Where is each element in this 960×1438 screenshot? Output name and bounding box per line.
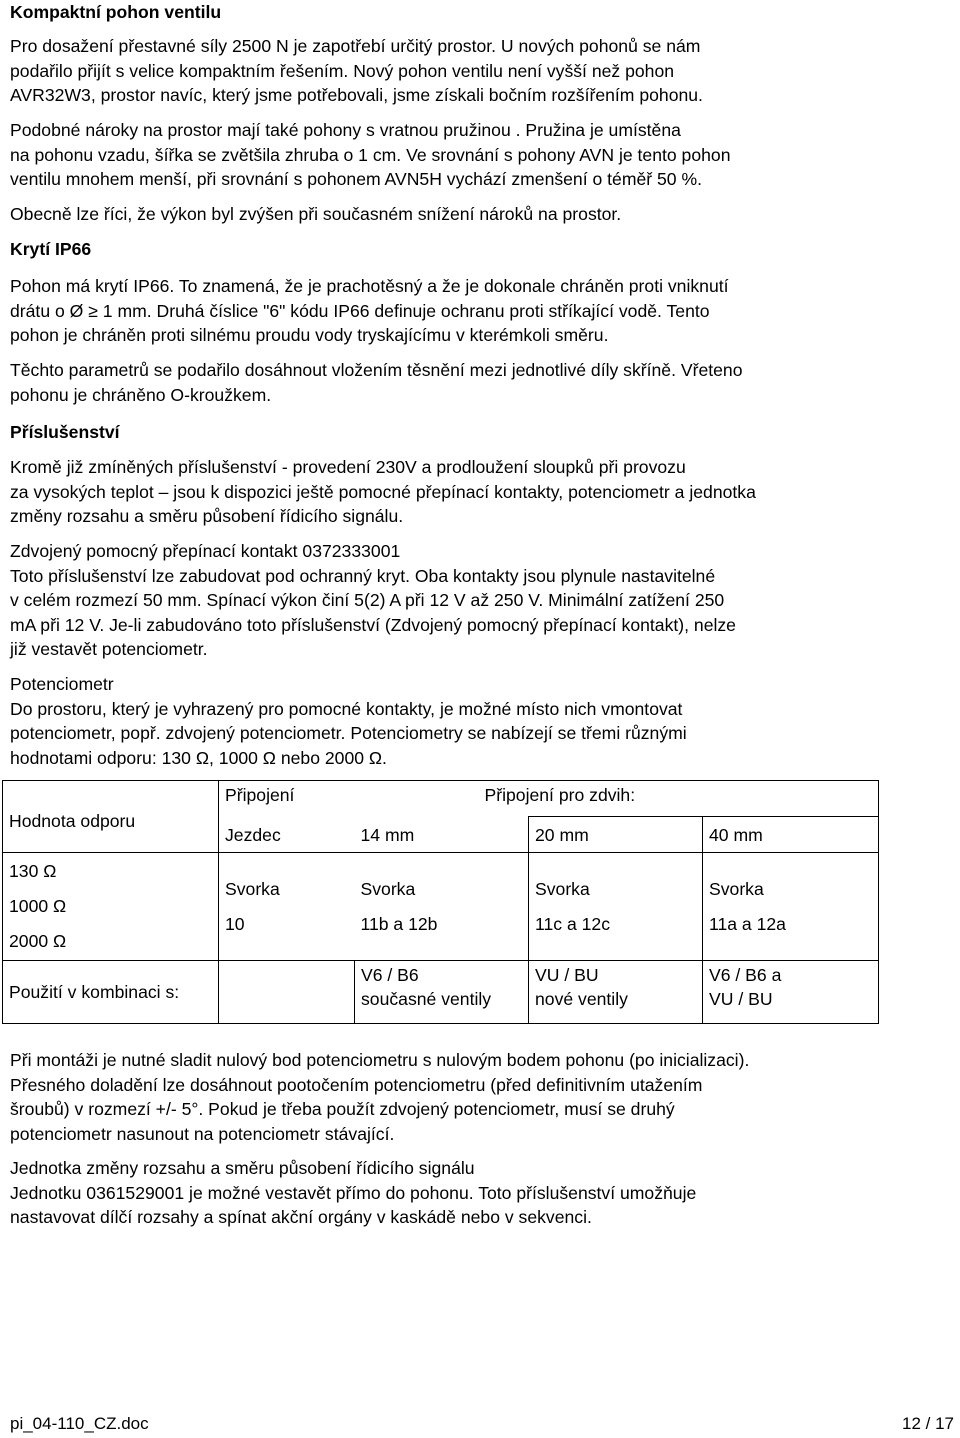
text-line: Přesného doladění lze dosáhnout pootočením potenciometru (před definitivním utažením bbox=[10, 1074, 703, 1095]
jezdec-label: Jezdec bbox=[225, 824, 281, 845]
text-line: pohon je chráněn proti silnému proudu vody tryskajícímu v kterémkoli směru. bbox=[10, 325, 609, 345]
paragraph-double-contact bbox=[10, 539, 736, 662]
pripojeni-label: Připojení bbox=[225, 785, 295, 805]
range-unit-title: Jednotka změny rozsahu a směru působení řídicího signálu bbox=[10, 1158, 475, 1178]
text-line: pohonu je chráněno O-kroužkem. bbox=[10, 384, 272, 405]
text-line: nastavovat dílčí rozsahy a spínat akční orgány v kaskádě nebo v sekvenci. bbox=[10, 1207, 592, 1227]
svorka-label: Svorka bbox=[535, 879, 590, 899]
valve-v6b6: V6 / B6 bbox=[361, 965, 419, 985]
paragraph-range-unit bbox=[10, 1156, 950, 1230]
footer-filename: pi_04-110_CZ.doc bbox=[10, 1414, 149, 1433]
terminal-11b: 11b a 12b bbox=[360, 914, 438, 934]
text-line: Toto příslušenství lze zabudovat pod ochranný kryt. Oba kontakty jsou plynule nastavitelné bbox=[10, 565, 716, 586]
text-line: v celém rozmezí 50 mm. Spínací výkon činí 5(2) A při 12 V až 250 V. Minimální zatížení 250 bbox=[10, 590, 725, 610]
text-line: podařilo přijít s velice kompaktním řešením. Nový pohon ventilu není vyšší než pohon bbox=[10, 60, 675, 81]
cell-resistances bbox=[3, 853, 219, 961]
cell-terminal-11a bbox=[703, 853, 879, 961]
text-line: ventilu mnohem menší, při srovnání s pohonem AVN5H vychází zmenšení o téměř 50 %. bbox=[10, 169, 703, 189]
pripojeni-zdvih-label: Připojení pro zdvih: bbox=[484, 785, 636, 805]
paragraph-compact-3: Obecně lze říci, že výkon byl zvýšen při současném snížení nároků na prostor. bbox=[10, 204, 622, 224]
text-line: Kromě již zmíněných příslušenství - provedení 230V a prodloužení sloupků při provozu bbox=[10, 457, 686, 477]
heading-ip66: Krytí IP66 bbox=[10, 239, 92, 259]
text-line: za vysokých teplot – jsou k dispozici ještě pomocné přepínací kontakty, potenciometr a jednotka bbox=[10, 481, 756, 502]
double-contact-title: Zdvojený pomocný přepínací kontakt 0372333001 bbox=[10, 541, 401, 561]
text-line: Podobné nároky na prostor mají také pohony s vratnou pružinou . Pružina je umístěna bbox=[10, 120, 681, 140]
stroke-40mm: 40 mm bbox=[709, 825, 763, 845]
terminal-11a: 11a a 12a bbox=[709, 914, 786, 934]
paragraph-accessories-1 bbox=[10, 455, 756, 529]
valve-current: současné ventily bbox=[361, 989, 492, 1009]
valve-new: nové ventily bbox=[535, 989, 628, 1009]
cell-40mm bbox=[703, 817, 879, 853]
heading-compact-drive: Kompaktní pohon ventilu bbox=[10, 2, 222, 22]
cell-combination-empty bbox=[219, 961, 355, 1024]
cell-pouziti bbox=[3, 961, 219, 1024]
stroke-14mm: 14 mm bbox=[360, 824, 415, 845]
text-line: hodnotami odporu: 130 Ω, 1000 Ω nebo 2000 Ω. bbox=[10, 747, 387, 768]
cell-terminal-11b bbox=[355, 853, 529, 961]
paragraph-compact-1 bbox=[10, 34, 703, 108]
text-line: mA při 12 V. Je-li zabudováno toto příslušenství (Zdvojený pomocný přepínací kontakt), nelze bbox=[10, 614, 736, 635]
cell-pripojeni bbox=[219, 781, 355, 817]
paragraph-compact-2 bbox=[10, 118, 730, 192]
cell-combination-both bbox=[703, 961, 879, 1024]
text-line: změny rozsahu a směru působení řídicího signálu. bbox=[10, 506, 404, 526]
hodnota-label: Hodnota odporu bbox=[9, 810, 136, 831]
cell-20mm bbox=[529, 817, 703, 853]
text-line: Těchto parametrů se podařilo dosáhnout vložením těsnění mezi jednotlivé díly skříně. Vřeteno bbox=[10, 360, 743, 380]
cell-14mm bbox=[355, 817, 529, 853]
valve-vubu-2: VU / BU bbox=[709, 989, 773, 1009]
text-line: Jednotku 0361529001 je možné vestavět přímo do pohonu. Toto příslušenství umožňuje bbox=[10, 1182, 697, 1203]
text-line: šroubů) v rozmezí +/- 5°. Pokud je třeba použít zdvojený potenciometr, musí se druhý bbox=[10, 1099, 675, 1119]
paragraph-ip66-1 bbox=[10, 274, 729, 348]
paragraph-mounting bbox=[10, 1048, 950, 1146]
cell-combination-new bbox=[529, 961, 703, 1024]
stroke-20mm: 20 mm bbox=[535, 825, 589, 845]
text-line: potenciometr, popř. zdvojený potenciometr. Potenciometry se nabízejí se třemi různými bbox=[10, 723, 687, 743]
text-line: Při montáži je nutné sladit nulový bod potenciometru s nulovým bodem pohonu (po inicializaci). bbox=[10, 1050, 750, 1070]
terminal-10: 10 bbox=[225, 914, 245, 934]
valve-v6b6-and: V6 / B6 a bbox=[709, 965, 782, 985]
cell-terminal-11c bbox=[529, 853, 703, 961]
cell-hodnota-odporu bbox=[3, 781, 219, 853]
text-line: Pro dosažení přestavné síly 2500 N je zapotřebí určitý prostor. U nových pohonů se nám bbox=[10, 36, 701, 56]
cell-combination-current bbox=[355, 961, 529, 1024]
cell-terminal-10 bbox=[219, 853, 355, 961]
text-line: již vestavět potenciometr. bbox=[10, 639, 208, 659]
terminal-11c: 11c a 12c bbox=[535, 914, 610, 934]
svorka-label: Svorka bbox=[709, 879, 764, 899]
heading-accessories: Příslušenství bbox=[10, 422, 120, 442]
svorka-label: Svorka bbox=[225, 879, 280, 899]
paragraph-potentiometer bbox=[10, 672, 687, 770]
text-line: drátu o Ø ≥ 1 mm. Druhá číslice "6" kódu IP66 definuje ochranu proti stříkající vodě. Tento bbox=[10, 300, 710, 321]
text-line: na pohonu vzadu, šířka se zvětšila zhruba o 1 cm. Ve srovnání s pohony AVN je tento pohon bbox=[10, 144, 731, 165]
text-line: AVR32W3, prostor navíc, který jsme potřebovali, jsme získali bočním rozšířením pohonu. bbox=[10, 85, 703, 105]
valve-vubu: VU / BU bbox=[535, 965, 599, 985]
text-line: potenciometr nasunout na potenciometr stávající. bbox=[10, 1123, 395, 1144]
resistance-130: 130 Ω bbox=[9, 861, 57, 881]
text-line: Pohon má krytí IP66. To znamená, že je prachotěsný a že je dokonale chráněn proti vniknutí bbox=[10, 276, 729, 296]
potentiometer-title: Potenciometr bbox=[10, 674, 114, 694]
potentiometer-table bbox=[2, 780, 879, 1024]
svorka-label: Svorka bbox=[360, 879, 416, 899]
cell-pripojeni-zdvih bbox=[355, 781, 879, 817]
pouziti-label: Použití v kombinaci s: bbox=[9, 982, 180, 1002]
footer-page-number: 12 / 17 bbox=[902, 1414, 954, 1433]
resistance-1000: 1000 Ω bbox=[9, 896, 67, 916]
paragraph-ip66-2 bbox=[10, 358, 743, 407]
text-line: Do prostoru, který je vyhrazený pro pomocné kontakty, je možné místo nich vmontovat bbox=[10, 698, 683, 719]
lower-section bbox=[10, 1048, 950, 1230]
resistance-2000: 2000 Ω bbox=[9, 931, 67, 951]
cell-jezdec bbox=[219, 817, 355, 853]
